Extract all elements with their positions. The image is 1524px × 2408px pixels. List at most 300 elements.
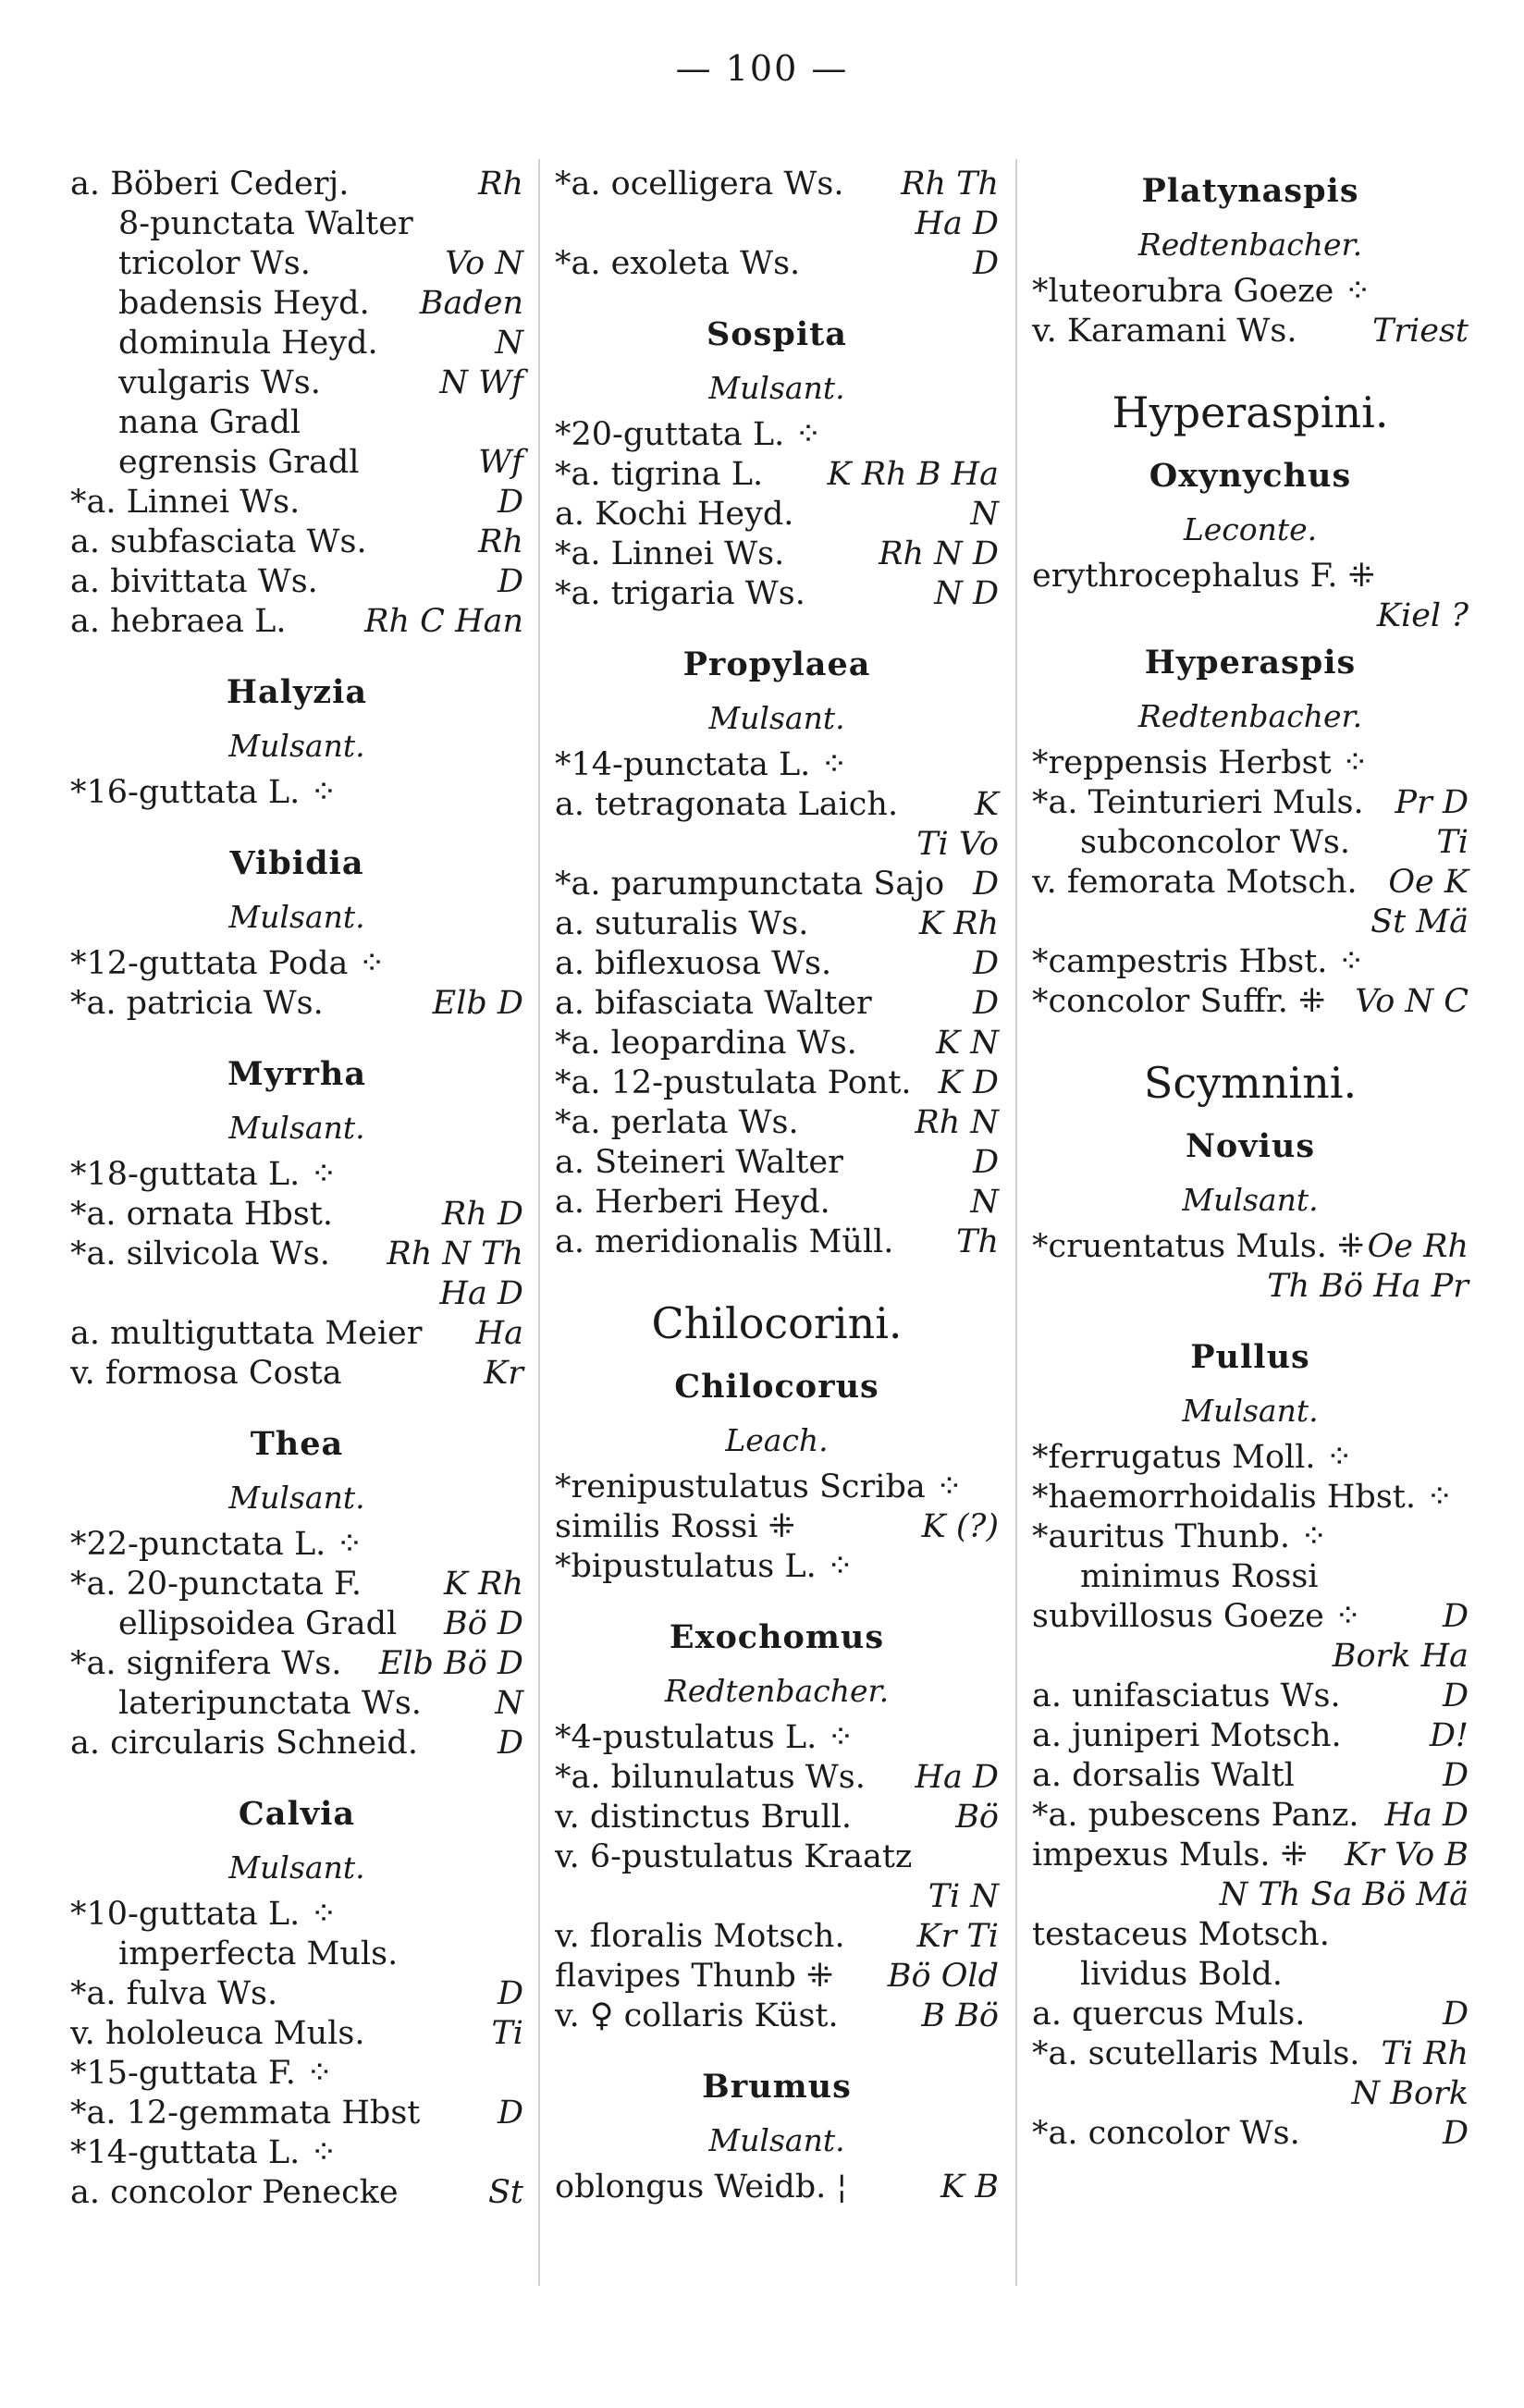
species-entry (70, 1195, 523, 1235)
column-right (1032, 165, 1469, 2154)
species-entry (555, 1063, 999, 1103)
spacer (70, 1763, 523, 1788)
species-entry (70, 1235, 523, 1274)
spacer (1032, 1307, 1469, 1331)
locality-codes: D! (1429, 1717, 1469, 1754)
spacer (70, 1394, 523, 1418)
author-name: Leach. (725, 1422, 829, 1458)
taxon-name: *a. pubescens Panz. (1032, 1797, 1359, 1834)
locality-codes: Rh Th (901, 166, 999, 203)
author-name: Mulsant. (1182, 1393, 1319, 1429)
species-entry (555, 1222, 999, 1262)
species-entry (1032, 1716, 1469, 1756)
taxon-name: a. bifasciata Walter (555, 985, 872, 1022)
species-entry (555, 944, 999, 984)
locality-codes: D (1442, 1757, 1469, 1794)
species-entry (1032, 1756, 1469, 1796)
locality-codes: Ti Rh (1381, 2035, 1469, 2072)
taxon-name: *a. exoleta Ws. (555, 245, 801, 282)
locality-codes: Ha D (915, 205, 999, 242)
tribe-heading: Hyperaspini. (1112, 387, 1389, 437)
taxon-name: *18-guttata L. ⁘ (70, 1156, 338, 1193)
locality-codes: K N (936, 1025, 999, 1062)
species-entry (555, 1143, 999, 1183)
locality-codes: N Bork (1351, 2075, 1469, 2112)
taxon-name: v. floralis Motsch. (555, 1918, 845, 1955)
locality-codes: Oe Rh (1367, 1228, 1469, 1265)
taxon-name: a. hebraea L. (70, 603, 287, 640)
taxon-name: *15-guttata F. ⁘ (70, 2055, 334, 2092)
taxon-name: minimus Rossi (1080, 1558, 1319, 1595)
species-entry (1032, 312, 1469, 351)
locality-codes: St (487, 2174, 523, 2211)
species-entry (70, 443, 523, 483)
locality-codes: Ti N (928, 1878, 999, 1915)
locality-codes: K Rh (918, 905, 999, 942)
locality-codes: Kr Vo B (1345, 1837, 1469, 1874)
species-entry (1032, 1438, 1469, 1478)
taxon-name: *a. patricia Ws. (70, 985, 324, 1022)
taxon-name: a. unifasciatus Ws. (1032, 1677, 1341, 1714)
taxon-name: a. Kochi Heyd. (555, 496, 794, 533)
genus-heading: Propylaea (682, 645, 871, 683)
species-entry (1032, 1796, 1469, 1836)
spacer (1032, 351, 1469, 375)
taxon-name: *22-punctata L. ⁘ (70, 1526, 363, 1563)
locality-codes: Bork Ha (1332, 1638, 1469, 1675)
species-entry (555, 1996, 999, 2036)
locality-codes: Wf (478, 444, 523, 481)
taxon-name: *bipustulatus L. ⁘ (555, 1548, 854, 1585)
taxon-name: subconcolor Ws. (1080, 824, 1350, 861)
taxon-name: a. multiguttata Meier (70, 1315, 423, 1352)
taxon-name: lividus Bold. (1080, 1956, 1283, 1993)
taxon-name: *concolor Suffr. ⁜ (1032, 983, 1326, 1020)
taxon-name: a. circularis Schneid. (70, 1725, 418, 1762)
species-entry (1032, 1637, 1469, 1677)
species-entry (70, 984, 523, 1024)
taxon-name: erythrocephalus F. ⁜ (1032, 558, 1375, 595)
taxon-name: a. suturalis Ws. (555, 905, 809, 942)
locality-codes: Ha D (439, 1275, 523, 1312)
species-entry (70, 2054, 523, 2094)
locality-codes: K Rh (443, 1566, 523, 1603)
species-entry (70, 562, 523, 602)
taxon-name: *campestris Hbst. ⁘ (1032, 943, 1365, 980)
locality-codes: D (1442, 1677, 1469, 1714)
taxon-name: *10-guttata L. ⁘ (70, 1896, 338, 1933)
genus-heading: Chilocorus (674, 1368, 879, 1406)
genus-heading: Calvia (238, 1795, 356, 1833)
species-entry (70, 2133, 523, 2173)
page-number: — 100 — (675, 48, 849, 89)
spacer (555, 284, 999, 308)
locality-codes: Th Bö Ha Pr (1267, 1268, 1469, 1305)
species-entry (555, 865, 999, 904)
locality-codes: N (970, 1184, 999, 1221)
column-left (70, 165, 523, 2213)
taxon-name: *16-guttata L. ⁘ (70, 774, 338, 811)
taxon-name: a. concolor Penecke (70, 2174, 399, 2211)
locality-codes: D (972, 945, 999, 982)
locality-codes: Th (956, 1223, 999, 1260)
species-entry (1032, 863, 1469, 903)
locality-codes: Ti Vo (916, 826, 999, 863)
taxon-name: a. Herberi Heyd. (555, 1184, 830, 1221)
genus-heading: Pullus (1190, 1338, 1310, 1376)
locality-codes: D (497, 1725, 523, 1762)
spacer (70, 642, 523, 666)
genus-heading: Sospita (707, 315, 847, 353)
locality-codes: D (497, 1975, 523, 2012)
species-entry (1032, 942, 1469, 982)
taxon-name: *a. Linnei Ws. (70, 484, 301, 521)
taxon-name: nana Gradl (118, 404, 301, 441)
locality-codes: Pr D (1395, 784, 1469, 821)
taxon-name: *renipustulatus Scriba ⁘ (555, 1468, 964, 1505)
locality-codes: Elb D (432, 985, 523, 1022)
locality-codes: B Bö (921, 1997, 999, 2034)
species-entry (70, 1724, 523, 1763)
species-entry (1032, 2034, 1469, 2074)
species-entry (555, 165, 999, 204)
taxon-name: egrensis Gradl (118, 444, 360, 481)
locality-codes: D (1442, 1598, 1469, 1635)
column-divider-left (538, 159, 540, 2286)
species-entry (1032, 2114, 1469, 2154)
locality-codes: Baden (419, 285, 523, 322)
species-entry (1032, 1267, 1469, 1307)
taxon-name: testaceus Motsch. (1032, 1916, 1330, 1953)
species-entry (1032, 783, 1469, 823)
locality-codes: D (972, 985, 999, 1022)
species-entry (555, 1468, 999, 1507)
locality-codes: N (495, 1685, 523, 1722)
locality-codes: Rh N Th (387, 1235, 523, 1272)
author-name: Mulsant. (228, 1849, 365, 1886)
species-entry (555, 1957, 999, 1996)
taxon-name: vulgaris Ws. (118, 364, 321, 401)
spacer (555, 1262, 999, 1286)
taxon-name: v. distinctus Brull. (555, 1799, 853, 1836)
locality-codes: N Th Sa Bö Mä (1219, 1876, 1469, 1913)
taxon-name: oblongus Weidb. ¦ (555, 2168, 848, 2205)
species-entry (70, 403, 523, 443)
genus-heading: Novius (1185, 1127, 1316, 1165)
species-entry (1032, 823, 1469, 863)
taxon-name: *reppensis Herbst ⁘ (1032, 744, 1370, 781)
taxon-name: a. juniperi Motsch. (1032, 1717, 1342, 1754)
species-entry (1032, 1597, 1469, 1637)
species-entry (70, 2014, 523, 2054)
locality-codes: Kr (484, 1355, 523, 1392)
locality-codes: N D (934, 575, 999, 612)
spacer (70, 1024, 523, 1048)
taxon-name: a. bivittata Ws. (70, 563, 318, 600)
taxon-name: a. Böberi Cederj. (70, 166, 350, 203)
locality-codes: Elb Bö D (378, 1645, 523, 1682)
genus-heading: Myrrha (227, 1055, 367, 1093)
locality-codes: Rh N (915, 1104, 999, 1141)
species-entry (70, 204, 523, 244)
species-entry (1032, 743, 1469, 783)
spacer (70, 813, 523, 837)
species-entry (70, 165, 523, 204)
species-entry (70, 1354, 523, 1394)
taxon-name: a. biflexuosa Ws. (555, 945, 832, 982)
species-entry (1032, 1677, 1469, 1716)
locality-codes: Vo N (445, 245, 523, 282)
author-name: Mulsant. (228, 728, 365, 764)
species-entry (555, 1877, 999, 1917)
author-name: Mulsant. (1182, 1182, 1319, 1218)
locality-codes: D (1442, 2115, 1469, 2152)
genus-heading: Vibidia (229, 844, 364, 882)
locality-codes: N (970, 496, 999, 533)
locality-codes: Oe K (1388, 864, 1469, 901)
taxon-name: v. Karamani Ws. (1032, 313, 1297, 350)
taxon-name: a. quercus Muls. (1032, 1996, 1306, 2033)
locality-codes: D (1442, 1996, 1469, 2033)
taxon-name: *a. Linnei Ws. (555, 535, 785, 572)
species-entry (555, 904, 999, 944)
spacer (555, 1587, 999, 1611)
taxon-name: *14-punctata L. ⁘ (555, 746, 848, 783)
locality-codes: D (497, 484, 523, 521)
taxon-name: *a. trigaria Ws. (555, 575, 805, 612)
species-entry (70, 363, 523, 403)
locality-codes: Kiel ? (1376, 597, 1469, 634)
species-entry (70, 244, 523, 284)
author-name: Mulsant. (708, 2122, 845, 2158)
taxon-name: *a. fulva Ws. (70, 1975, 278, 2012)
genus-heading: Platynaspis (1141, 172, 1359, 210)
taxon-name: *a. Teinturieri Muls. (1032, 784, 1364, 821)
species-entry (1032, 1478, 1469, 1517)
taxon-name: badensis Heyd. (118, 285, 370, 322)
locality-codes: K Rh B Ha (827, 456, 999, 493)
species-entry (70, 944, 523, 984)
taxon-name: *a. leopardina Ws. (555, 1025, 857, 1062)
locality-codes: Rh C Han (364, 603, 523, 640)
species-entry (555, 984, 999, 1024)
locality-codes: Bö (955, 1799, 999, 1836)
locality-codes: Triest (1371, 313, 1469, 350)
species-entry (70, 1974, 523, 2014)
author-name: Mulsant. (228, 899, 365, 935)
locality-codes: K D (938, 1064, 999, 1101)
species-entry (70, 1565, 523, 1604)
species-entry (70, 1644, 523, 1684)
taxon-name: a. meridionalis Müll. (555, 1223, 894, 1260)
taxon-name: impexus Muls. ⁜ (1032, 1837, 1308, 1874)
species-entry (555, 785, 999, 825)
species-entry (1032, 557, 1469, 596)
species-entry (555, 204, 999, 244)
author-name: Redtenbacher. (1137, 698, 1363, 734)
taxon-name: *luteorubra Goeze ⁘ (1032, 273, 1371, 310)
author-name: Leconte. (1183, 511, 1318, 547)
taxon-name: v. formosa Costa (70, 1355, 342, 1392)
taxon-name: *14-guttata L. ⁘ (70, 2134, 338, 2171)
species-entry (70, 1684, 523, 1724)
taxon-name: a. dorsalis Waltl (1032, 1757, 1295, 1794)
tribe-heading: Scymnini. (1143, 1058, 1358, 1108)
taxon-name: *a. parumpunctata Sajo (555, 866, 945, 903)
species-entry (70, 324, 523, 363)
species-entry (1032, 982, 1469, 1022)
species-entry (70, 1314, 523, 1354)
species-entry (555, 1718, 999, 1758)
species-entry (70, 1155, 523, 1195)
author-name: Mulsant. (228, 1480, 365, 1516)
species-entry (1032, 1875, 1469, 1915)
locality-codes: N (495, 325, 523, 362)
genus-heading: Hyperaspis (1144, 644, 1357, 682)
taxon-name: subvillosus Goeze ⁘ (1032, 1598, 1362, 1635)
spacer (555, 2036, 999, 2060)
species-entry (555, 1103, 999, 1143)
taxon-name: *20-guttata L. ⁘ (555, 416, 822, 453)
taxon-name: imperfecta Muls. (118, 1935, 399, 1972)
locality-codes: Bö D (444, 1605, 523, 1642)
species-entry (70, 1274, 523, 1314)
taxon-name: *auritus Thunb. ⁘ (1032, 1518, 1328, 1555)
taxon-name: ellipsoidea Gradl (118, 1605, 398, 1642)
taxon-name: dominula Heyd. (118, 325, 378, 362)
species-entry (555, 2168, 999, 2207)
species-entry (555, 1917, 999, 1957)
species-entry (555, 825, 999, 865)
locality-codes: K (?) (921, 1508, 999, 1545)
species-entry (555, 1547, 999, 1587)
species-entry (70, 522, 523, 562)
taxon-name: *cruentatus Muls. ⁜ (1032, 1228, 1365, 1265)
taxon-name: v. hololeuca Muls. (70, 2015, 365, 2052)
species-entry (1032, 1227, 1469, 1267)
locality-codes: Rh N D (879, 535, 999, 572)
species-entry (555, 1507, 999, 1547)
species-entry (70, 1525, 523, 1565)
taxon-name: *a. 20-punctata F. (70, 1566, 363, 1603)
taxon-name: *a. 12-gemmata Hbst (70, 2095, 421, 2132)
species-entry (1032, 596, 1469, 636)
taxon-name: similis Rossi ⁜ (555, 1508, 796, 1545)
species-entry (555, 1024, 999, 1063)
locality-codes: Rh (478, 523, 523, 560)
locality-codes: St Mä (1370, 903, 1469, 940)
taxon-name: *a. scutellaris Muls. (1032, 2035, 1360, 2072)
genus-heading: Halyzia (226, 673, 368, 711)
taxon-name: v. 6-pustulatus Kraatz (555, 1838, 913, 1875)
taxon-name: a. Steineri Walter (555, 1144, 843, 1181)
taxon-name: *ferrugatus Moll. ⁘ (1032, 1439, 1354, 1476)
species-entry (70, 1895, 523, 1935)
taxon-name: 8-punctata Walter (118, 205, 413, 242)
locality-codes: Ti (1436, 824, 1469, 861)
genus-heading: Thea (250, 1425, 344, 1463)
species-entry (1032, 1995, 1469, 2034)
taxon-name: *a. bilunulatus Ws. (555, 1759, 866, 1796)
species-entry (70, 602, 523, 642)
species-entry (70, 284, 523, 324)
species-entry (555, 495, 999, 534)
taxon-name: *a. ornata Hbst. (70, 1196, 333, 1233)
species-entry (70, 773, 523, 813)
genus-heading: Oxynychus (1149, 457, 1352, 495)
tribe-heading: Chilocorini. (651, 1298, 903, 1348)
taxon-name: *a. 12-pustulata Pont. (555, 1064, 912, 1101)
species-entry (555, 1798, 999, 1837)
author-name: Mulsant. (708, 370, 845, 406)
taxon-name: *a. signifera Ws. (70, 1645, 342, 1682)
species-entry (70, 2173, 523, 2213)
species-entry (1032, 1517, 1469, 1557)
locality-codes: Ti (491, 2015, 523, 2052)
locality-codes: Kr Ti (916, 1918, 999, 1955)
column-middle (555, 165, 999, 2207)
species-entry (1032, 1955, 1469, 1995)
locality-codes: N Wf (439, 364, 523, 401)
taxon-name: *a. concolor Ws. (1032, 2115, 1300, 2152)
taxon-name: v. femorata Motsch. (1032, 864, 1358, 901)
taxon-name: *12-guttata Poda ⁘ (70, 945, 386, 982)
species-entry (1032, 272, 1469, 312)
locality-codes: K (974, 786, 999, 823)
species-entry (555, 455, 999, 495)
species-entry (555, 244, 999, 284)
species-entry (555, 1758, 999, 1798)
spacer (1032, 1022, 1469, 1046)
taxon-name: tricolor Ws. (118, 245, 311, 282)
locality-codes: K B (940, 2168, 999, 2205)
taxon-name: *a. silvicola Ws. (70, 1235, 330, 1272)
author-name: Redtenbacher. (664, 1673, 890, 1709)
species-entry (70, 2094, 523, 2133)
taxon-name: a. tetragonata Laich. (555, 786, 899, 823)
species-entry (555, 574, 999, 614)
locality-codes: Bö Old (887, 1958, 999, 1995)
species-entry (70, 1935, 523, 1974)
locality-codes: D (972, 866, 999, 903)
taxon-name: v. ♀ collaris Küst. (555, 1997, 839, 2034)
locality-codes: D (497, 563, 523, 600)
author-name: Mulsant. (708, 700, 845, 736)
species-entry (555, 745, 999, 785)
locality-codes: D (972, 245, 999, 282)
spacer (555, 614, 999, 638)
species-entry (1032, 1557, 1469, 1597)
species-entry (1032, 903, 1469, 942)
taxon-name: *a. ocelligera Ws. (555, 166, 844, 203)
genus-heading: Brumus (702, 2068, 852, 2106)
locality-codes: Ha D (915, 1759, 999, 1796)
species-entry (1032, 2074, 1469, 2114)
locality-codes: Ha D (1384, 1797, 1469, 1834)
column-divider-right (1015, 159, 1017, 2286)
locality-codes: Rh D (441, 1196, 523, 1233)
taxon-name: *a. perlata Ws. (555, 1104, 799, 1141)
locality-codes: D (497, 2095, 523, 2132)
species-entry (70, 483, 523, 522)
locality-codes: Rh (478, 166, 523, 203)
author-name: Redtenbacher. (1137, 227, 1363, 263)
species-entry (555, 1183, 999, 1222)
author-name: Mulsant. (228, 1110, 365, 1146)
locality-codes: Vo N C (1355, 983, 1469, 1020)
species-entry (555, 1837, 999, 1877)
genus-heading: Exochomus (669, 1618, 885, 1656)
